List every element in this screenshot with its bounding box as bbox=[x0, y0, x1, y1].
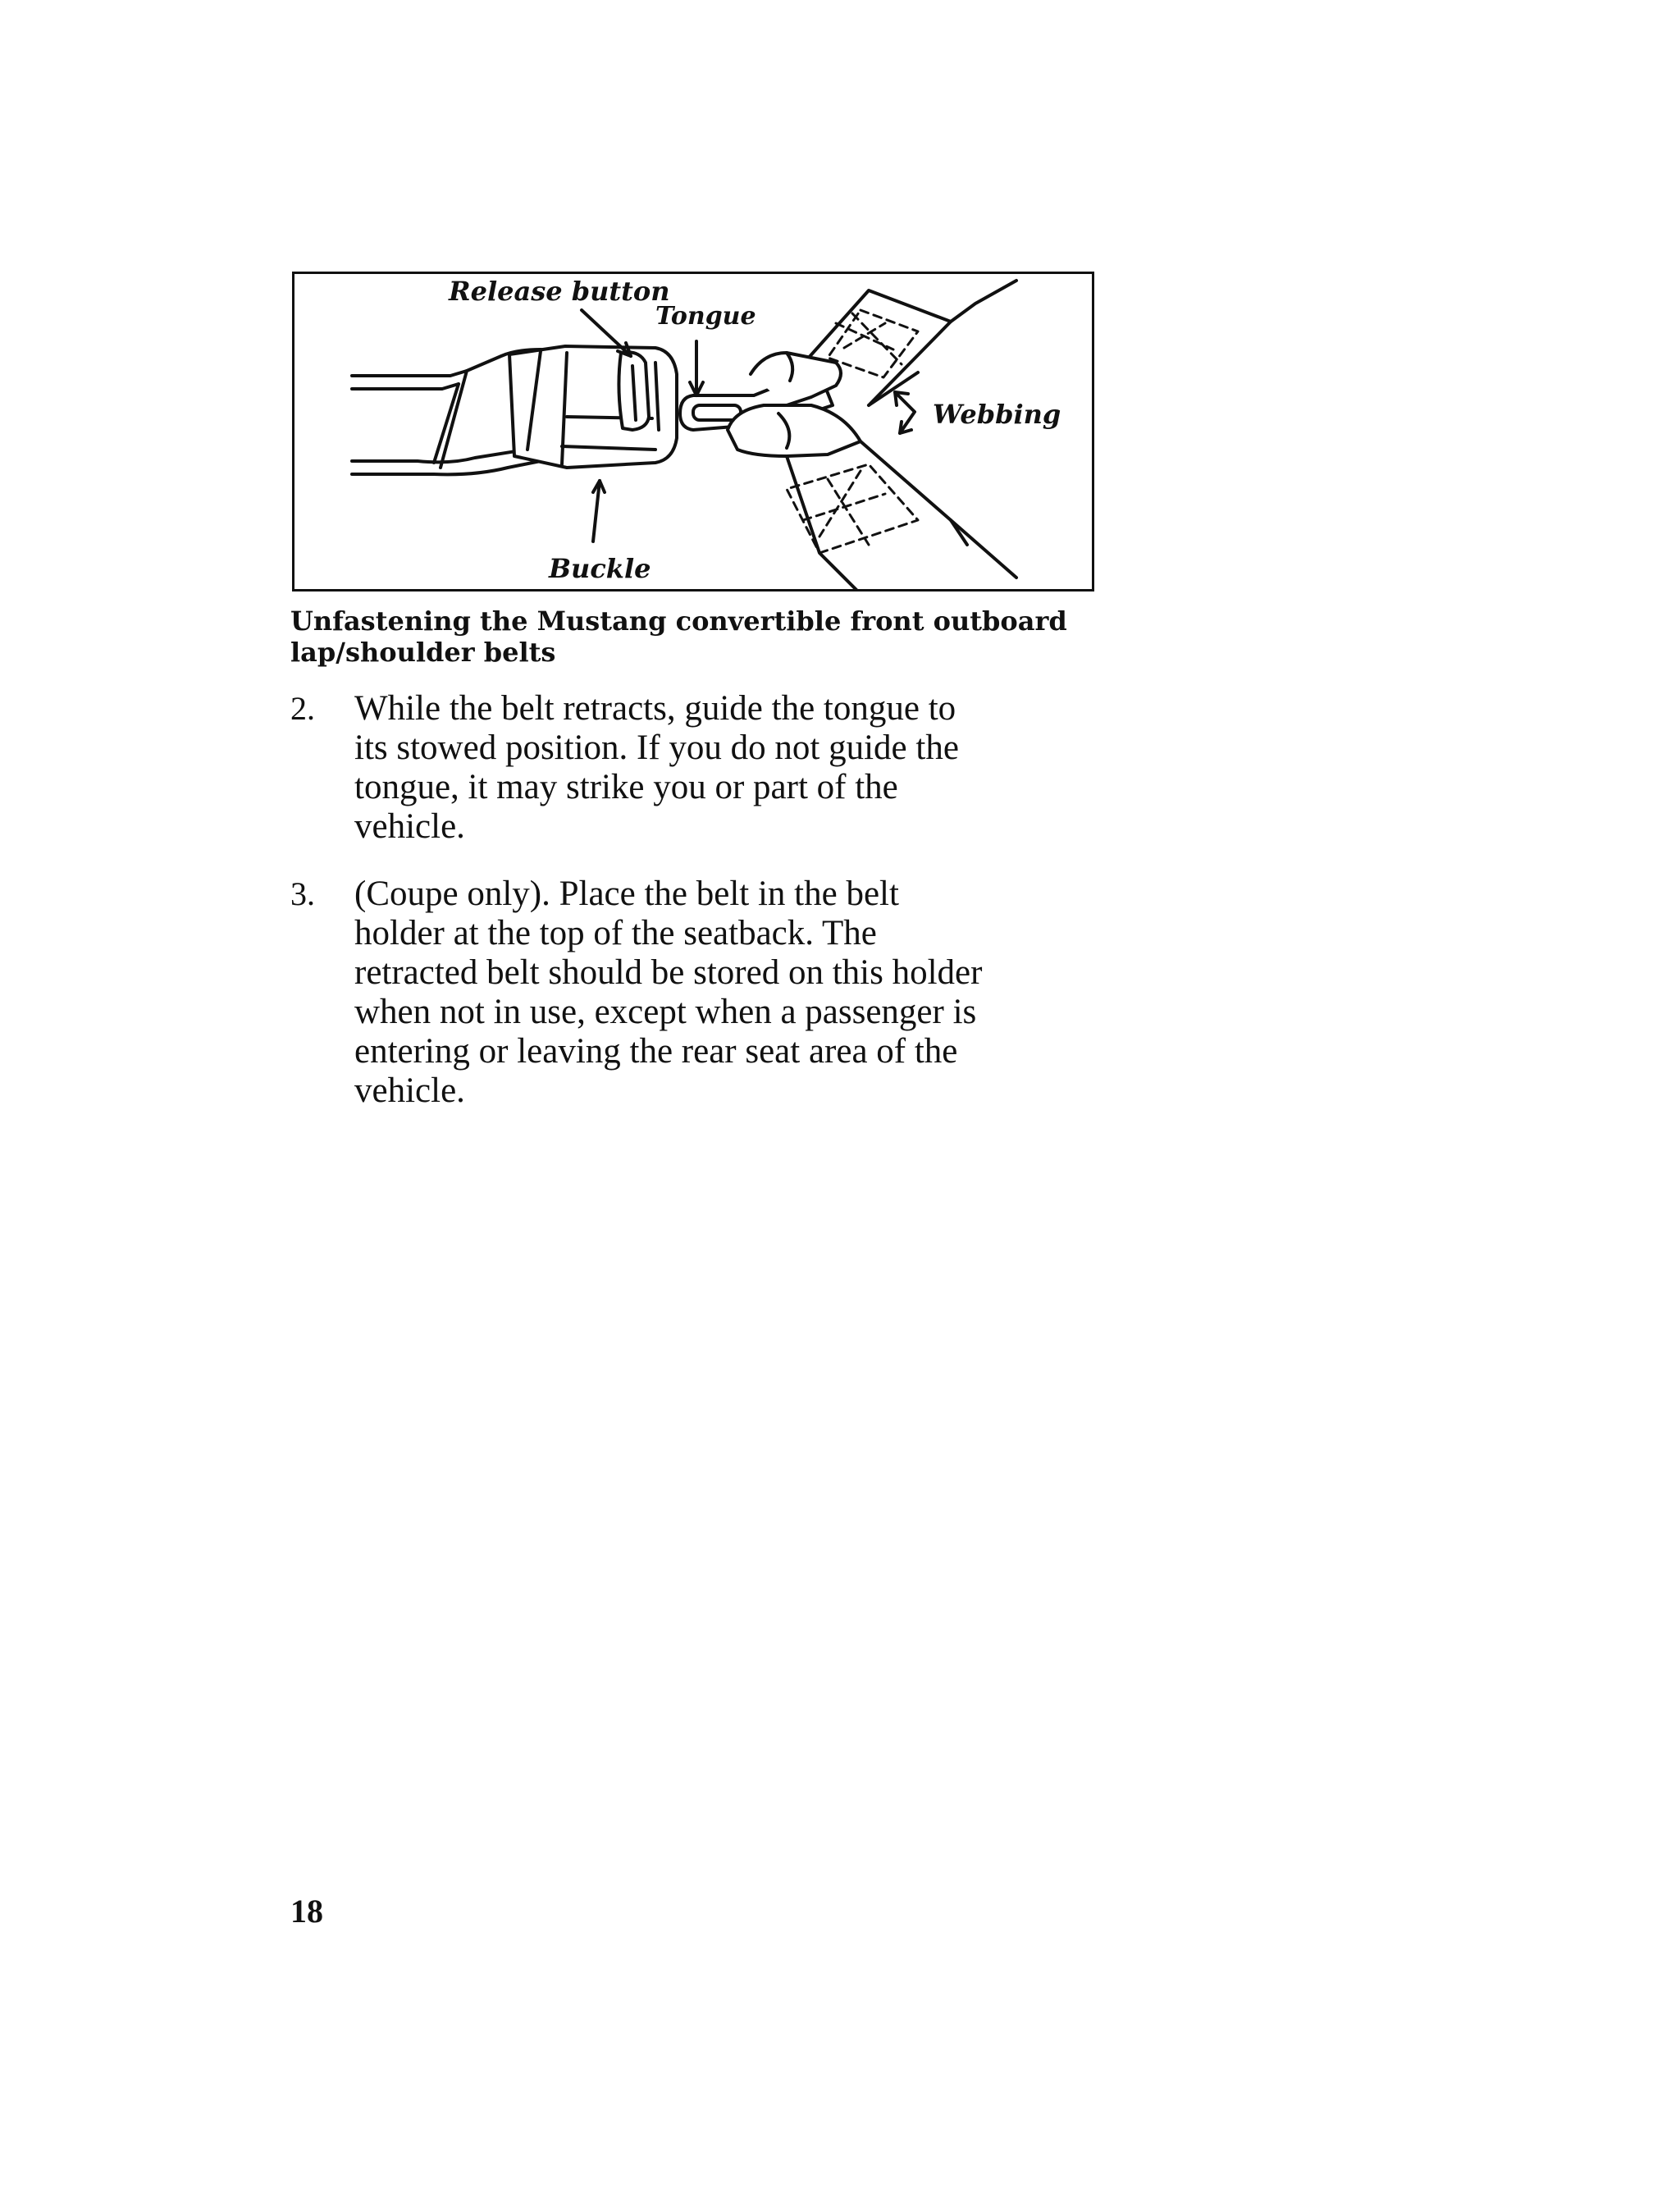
seatbelt-figure bbox=[292, 272, 1094, 592]
step-text-line: holder at the top of the seatback. The bbox=[354, 914, 877, 952]
step-text-line: vehicle. bbox=[354, 807, 465, 846]
lower-hand bbox=[728, 405, 861, 456]
webbing-arrow bbox=[895, 392, 915, 433]
step-2 bbox=[290, 689, 1111, 847]
buckle-label: Buckle bbox=[549, 553, 651, 584]
tongue-label: Tongue bbox=[655, 302, 756, 331]
step-text-line: retracted belt should be stored on this holder bbox=[354, 953, 983, 992]
step-number: 2. bbox=[290, 690, 315, 727]
step-number: 3. bbox=[290, 875, 315, 912]
caption-line: Unfastening the Mustang convertible front outboard bbox=[290, 605, 1067, 637]
step-text-line: While the belt retracts, guide the tongue to bbox=[354, 689, 956, 728]
figure-caption bbox=[290, 605, 1111, 668]
caption-line: lap/shoulder belts bbox=[290, 637, 556, 668]
step-text-line: vehicle. bbox=[354, 1071, 465, 1110]
step-text-line: entering or leaving the rear seat area of the bbox=[354, 1032, 958, 1071]
release-button-label: Release button bbox=[449, 276, 670, 307]
lower-webbing bbox=[787, 456, 861, 589]
step-3 bbox=[290, 875, 1111, 1111]
webbing-label: Webbing bbox=[933, 399, 1061, 430]
step-text-line: its stowed position. If you do not guide the bbox=[354, 729, 959, 767]
step-text-line: (Coupe only). Place the belt in the belt bbox=[354, 875, 899, 913]
step-text-line: when not in use, except when a passenger is bbox=[354, 993, 977, 1031]
step-text-line: tongue, it may strike you or part of the bbox=[354, 768, 898, 806]
page-number: 18 bbox=[290, 1893, 323, 1930]
instruction-steps bbox=[290, 689, 1111, 1139]
